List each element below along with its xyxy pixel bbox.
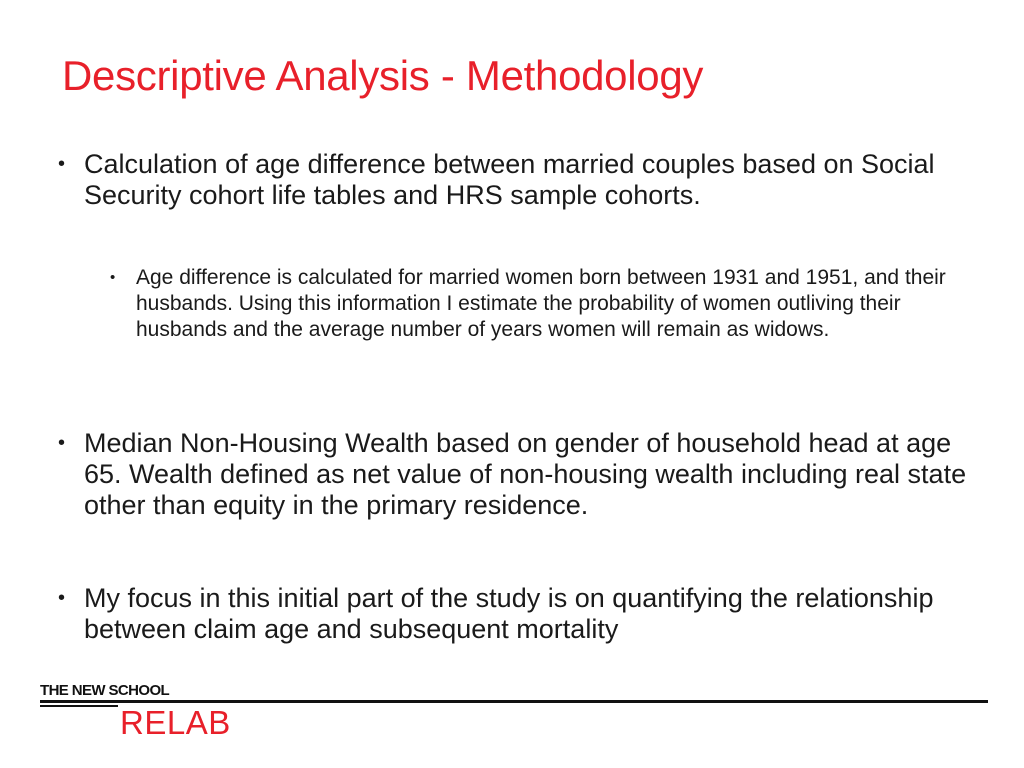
bullet-item <box>58 583 968 645</box>
bullet-dot-icon: • <box>58 432 66 454</box>
sub-bullet-item <box>110 265 960 343</box>
bullet-dot-icon: • <box>58 587 66 609</box>
new-school-relab-logo <box>40 682 270 742</box>
bullet-dot-icon: • <box>58 153 66 175</box>
bullet-item <box>58 428 968 521</box>
sub-bullet-text: Age difference is calculated for married women born between 1931 and 1951, and their husbands. Using this information I estimate the probability of women outliving their husbands and the average number of years women will remain as widows. <box>136 266 946 341</box>
logo-top-text: THE NEW SCHOOL <box>40 682 170 699</box>
bullet-text: My focus in this initial part of the study is on quantifying the relationship between claim age and subsequent mortality <box>84 583 934 644</box>
bullet-item <box>58 149 968 211</box>
bullet-text: Median Non-Housing Wealth based on gender of household head at age 65. Wealth defined as net value of non-housing wealth including real state other than equity in the primary residence. <box>84 428 967 520</box>
logo-underbar <box>40 705 118 707</box>
slide-title: Descriptive Analysis - Methodology <box>62 52 704 99</box>
bullet-dot-icon: • <box>110 269 116 286</box>
logo-bottom-text: RELAB <box>120 704 231 741</box>
bullet-text: Calculation of age difference between married couples based on Social Security cohort life tables and HRS sample cohorts. <box>84 149 935 210</box>
